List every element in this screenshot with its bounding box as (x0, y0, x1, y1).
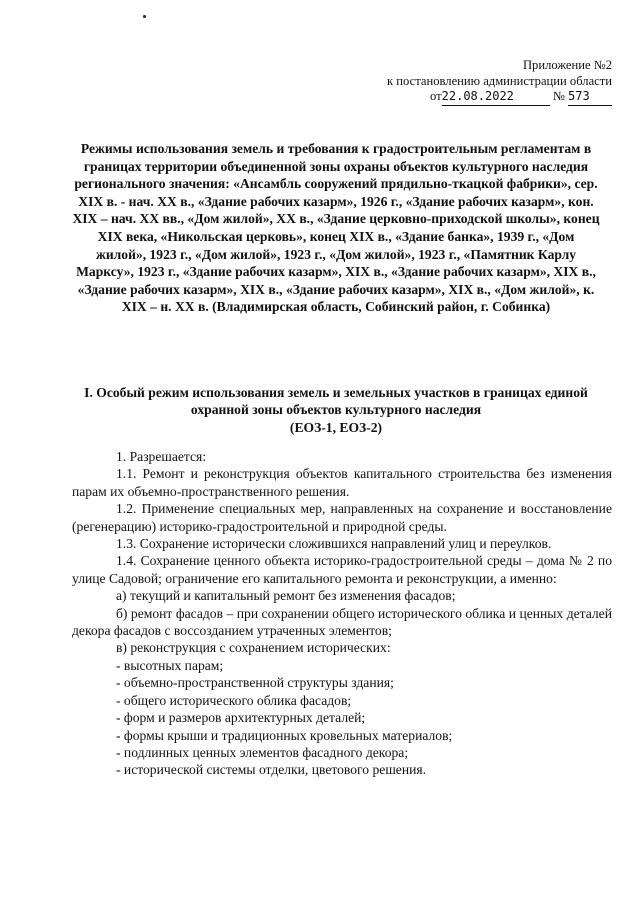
item-c: в) реконструкция с сохранением исторических: (116, 640, 391, 656)
list-item: - подлинных ценных элементов фасадного декора; (116, 744, 409, 760)
decree-date: 22.08.2022 (442, 89, 550, 106)
list-item: - объемно-пространственной структуры здания; (116, 675, 394, 691)
decree-number: 573 (568, 89, 612, 106)
number-prefix: № (552, 89, 565, 103)
list-item: - общего исторического облика фасадов; (116, 692, 352, 708)
clause-1-1: 1.1. Ремонт и реконструкция объектов капитального строительства без изменения парам их объемно-пространственного решения. (72, 466, 612, 499)
appendix-date-line (387, 89, 612, 106)
date-prefix: от (430, 89, 442, 103)
clause-1-3: 1.3. Сохранение исторически сложившихся направлений улиц и переулков. (116, 536, 552, 552)
document-title: Режимы использования земель и требования к градостроительным регламентам в границах территории объединенной зоны охраны объектов культурного наследия регионального значения: «Ансамбль сооружений прядильно-ткацкой фабрики», сер. XIX в. - нач. XX в., «Здание рабочих казарм», 1926 г., «Здание рабочих казарм», кон. XIX – нач. XX вв., «Дом жилой», XX в., «Здание церковно-приходской школы», конец XIX века, «Никольская церковь», конец XIX в., «Здание банка», 1939 г., «Дом жилой», 1923 г., «Дом жилой», 1923 г., «Дом жилой», 1923 г., «Памятник Карлу Марксу», 1923 г., «Здание рабочих казарм», XIX в., «Здание рабочих казарм», XIX в., «Здание рабочих казарм», XIX в., «Здание рабочих казарм», XIX в., «Дом жилой», к. XIX – н. XX в. (Владимирская область, Собинский район, г. Собинка) (72, 141, 600, 315)
clause-1-2: 1.2. Применение специальных мер, направленных на сохранение и восстановление (регенерацию) историко-градостроительной и природной среды. (72, 501, 612, 534)
clause-1-4: 1.4. Сохранение ценного объекта историко-градостроительной среды – дома № 2 по улице Садовой; ограничение его капитального ремонта и реконструкции, а именно: (72, 553, 612, 586)
section-heading (72, 384, 600, 436)
appendix-subtitle: к постановлению администрации области (387, 73, 612, 88)
section-heading-text: I. Особый режим использования земель и земельных участков в границах единой охранной зоны объектов культурного наследия (84, 385, 588, 418)
list-item: - исторической системы отделки, цветового решения. (116, 762, 427, 778)
appendix-title: Приложение №2 (522, 58, 612, 72)
list-item: - высотных парам; (116, 657, 224, 673)
stray-dot (143, 15, 146, 18)
item-b: б) ремонт фасадов – при сохранении общего исторического облика и ценных деталей декора фасадов с воссозданием утраченных элементов; (72, 605, 612, 639)
appendix-header (387, 58, 612, 106)
item-a: а) текущий и капитальный ремонт без изменения фасадов; (116, 588, 456, 604)
clause-1: 1. Разрешается: (116, 449, 207, 464)
list-item: - форм и размеров архитектурных деталей; (116, 710, 366, 726)
document-body (72, 448, 612, 779)
list-item: - формы крыши и традиционных кровельных материалов; (116, 727, 453, 743)
section-code: (ЕОЗ-1, ЕОЗ-2) (289, 419, 383, 435)
